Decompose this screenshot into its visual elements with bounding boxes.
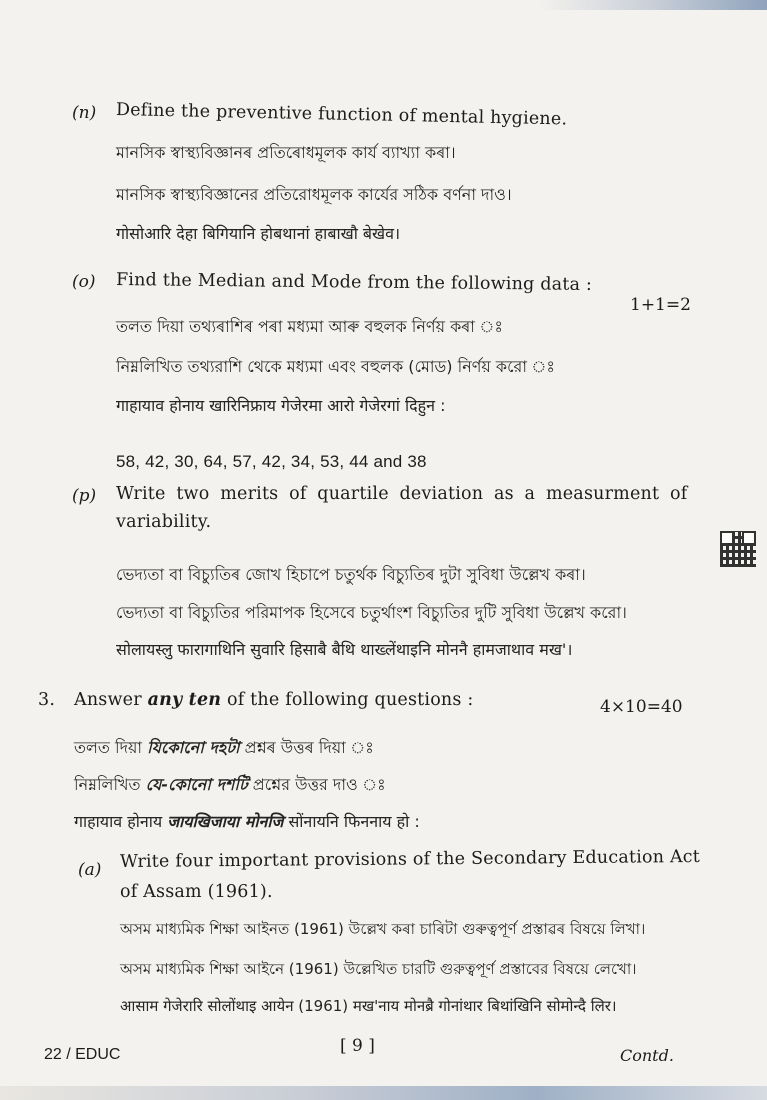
page-edge-bottom (0, 1086, 767, 1100)
question-3-instruction-assamese: তলত দিয়া যিকোনো দহটা প্ৰশ্নৰ উত্তৰ দিয়া ঃ (74, 738, 374, 757)
question-a-bodo: आसाम गेजेरारि सोलोंथाइ आयेन (1961) मख'नाय मोनब्रै गोनांथार बिथांखिनि सोमोन्दै लिर। (120, 997, 617, 1015)
question-p-english-line2: variability. (116, 512, 212, 532)
question-label-n: (n) (72, 103, 97, 123)
question-o-bengali: নিম্নলিখিত তথ্যরাশি থেকে মধ্যমা এবং বহুলক (মোড) নির্ণয় করো ঃ (116, 357, 555, 376)
question-3-number: 3. (38, 690, 56, 710)
question-n-english: Define the preventive function of mental hygiene. (115, 100, 568, 130)
question-p-bengali: ভেদ্যতা বা বিচ্যুতির পরিমাপক হিসেবে চতুর্থাংশ বিচ্যুতির দুটি সুবিধা উল্লেখ করো। (116, 603, 627, 622)
question-p-bodo: सोलायस्लु फारागाथिनि सुवारि हिसाबै बैथि थाख्लेंथाइनि मोननै हामजाथाव मख'। (116, 640, 573, 659)
question-3-marks: 4×10=40 (600, 697, 683, 717)
question-a-english-line2: of Assam (1961). (120, 882, 273, 902)
question-p-assamese: ভেদ্যতা বা বিচ্যুতিৰ জোখ হিচাপে চতুৰ্থক বিচ্যুতিৰ দুটা সুবিধা উল্লেখ কৰা। (116, 565, 586, 584)
footer-subject-code: 22 / EDUC (44, 1046, 121, 1063)
question-o-bodo: गाहायाव होनाय खारिनिफ्राय गेजेरमा आरो गेजेरगां दिहुन : (116, 396, 446, 415)
question-3-instruction-english: Answer any ten of the following questions : (74, 690, 474, 710)
question-label-o: (o) (72, 272, 96, 292)
page-edge-top (0, 0, 767, 10)
question-a-bengali: অসম মাধ্যমিক শিক্ষা আইনে (1961) উল্লেখিত চারটি গুরুত্বপূর্ণ প্রস্তাবের বিষয়ে লেখো। (120, 960, 637, 978)
question-3-instruction-bengali: নিম্নলিখিত যে-কোনো দশটি প্রশ্নের উত্তর দাও ঃ (74, 775, 386, 794)
question-a-english-line1: Write four important provisions of the Secondary Education Act (119, 846, 701, 872)
footer-page-number: [ 9 ] (340, 1036, 375, 1056)
qr-code-icon (720, 531, 756, 567)
question-n-assamese: মানসিক স্বাস্থ্যবিজ্ঞানৰ প্ৰতিৰোধমূলক কাৰ্য ব্যাখ্যা কৰা। (116, 143, 456, 162)
question-label-p: (p) (72, 486, 97, 506)
question-o-data: 58, 42, 30, 64, 57, 42, 34, 53, 44 and 38 (116, 452, 427, 471)
question-n-bodo: गोसोआरि देहा बिगियानि होबथानां हाबाखौ बेखेव। (116, 224, 401, 243)
question-n-bengali: মানসিক স্বাস্থ্যবিজ্ঞানের প্রতিরোধমূলক কার্যের সঠিক বর্ণনা দাও। (116, 185, 512, 204)
question-3-instruction-bodo: गाहायाव होनाय जायखिजाया मोनजि सोंनायनि फिननाय हो : (74, 812, 420, 831)
footer-contd: Contd. (620, 1046, 674, 1065)
question-a-assamese: অসম মাধ্যমিক শিক্ষা আইনত (1961) উল্লেখ কৰা চাৰিটা গুৰুত্বপূৰ্ণ প্ৰস্তাৱৰ বিষয়ে লিখা। (120, 920, 646, 938)
question-label-a: (a) (78, 860, 102, 880)
question-p-english-line1: Write two merits of quartile deviation as a measurment of (116, 484, 688, 504)
question-o-assamese: তলত দিয়া তথ্যৰাশিৰ পৰা মধ্যমা আৰু বহুলক নিৰ্ণয় কৰা ঃ (116, 317, 503, 336)
question-o-marks: 1+1=2 (630, 295, 691, 315)
question-o-english: Find the Median and Mode from the following data : (115, 270, 593, 295)
